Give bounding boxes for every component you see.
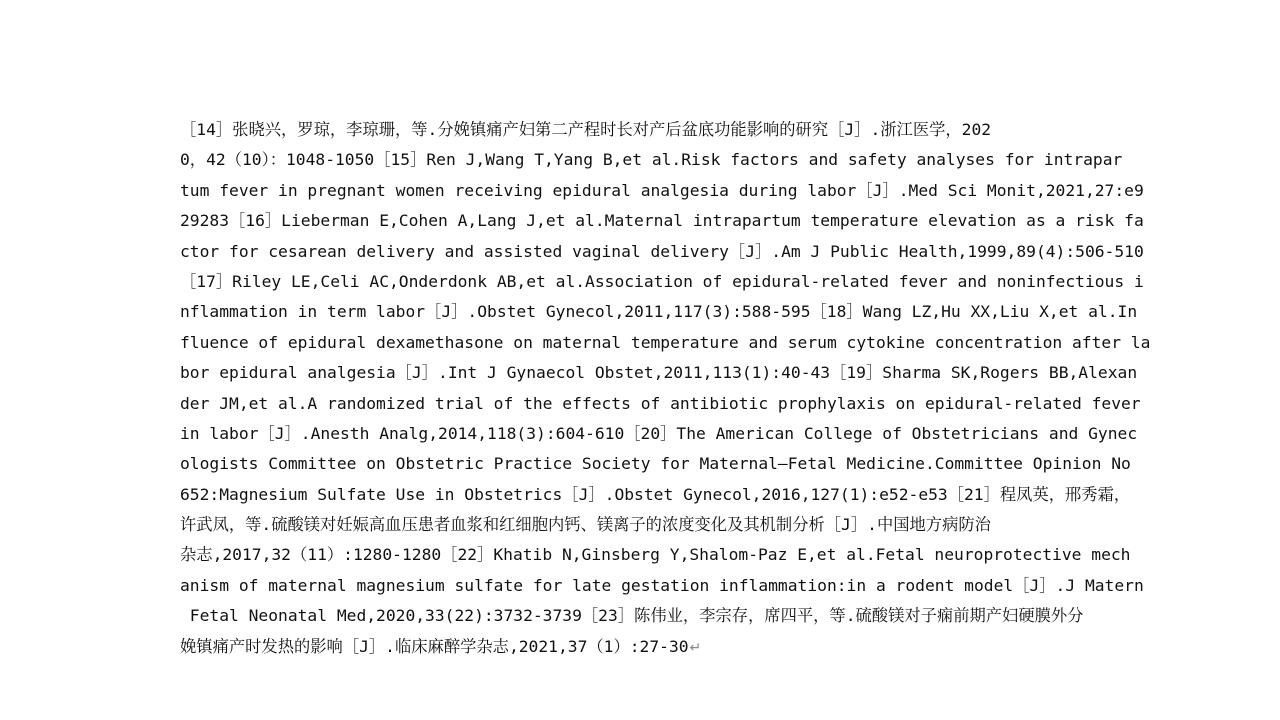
reference-line-12: ologists Committee on Obstetric Practice Society for Maternal–Fetal Medicine.Committee Opinion No <box>180 454 1131 474</box>
reference-line-15: 杂志,2017,32（11）:1280-1280［22］Khatib N,Ginsberg Y,Shalom-Paz E,et al.Fetal neuroprotective mech <box>180 545 1131 565</box>
paragraph-mark-icon: ↵ <box>689 639 702 656</box>
reference-line-9: bor epidural analgesia［J］.Int J Gynaecol Obstet,2011,113(1):40-43［19］Sharma SK,Rogers BB,Alexan <box>180 363 1138 383</box>
reference-line-10: der JM,et al.A randomized trial of the effects of antibiotic prophylaxis on epidural-related fever <box>180 393 1141 413</box>
reference-line-7: nflammation in term labor［J］.Obstet Gynecol,2011,117(3):588-595［18］Wang LZ,Hu XX,Liu X,et al.In <box>180 302 1138 322</box>
reference-line-6: ［17］Riley LE,Celi AC,Onderdonk AB,et al.Association of epidural-related fever and noninfectious i <box>180 271 1144 291</box>
reference-line-1: ［14］张晓兴，罗琼，李琼珊，等.分娩镇痛产妇第二产程时长对产后盆底功能影响的研究［J］.浙江医学，202 <box>180 120 992 139</box>
reference-line-17: Fetal Neonatal Med,2020,33(22):3732-3739［23］陈伟业，李宗存，席四平，等.硫酸镁对子痫前期产妇硬膜外分 <box>180 606 1084 626</box>
reference-line-2: 0，42（10）：1048-1050［15］Ren J,Wang T,Yang B,et al.Risk factors and safety analyses for intrapar <box>180 150 1123 170</box>
reference-line-8: fluence of epidural dexamethasone on maternal temperature and serum cytokine concentration after la <box>180 332 1151 352</box>
reference-list-paragraph[interactable] <box>180 115 1192 662</box>
reference-line-18 <box>180 632 1192 662</box>
reference-line-13: 652:Magnesium Sulfate Use in Obstetrics［J］.Obstet Gynecol,2016,127(1):e52-e53［21］程凤英，邢秀霜， <box>180 484 1131 504</box>
reference-line-5: ctor for cesarean delivery and assisted vaginal delivery［J］.Am J Public Health,1999,89(4):506-510 <box>180 241 1144 261</box>
reference-line-11: in labor［J］.Anesth Analg,2014,118(3):604-610［20］The American College of Obstetricians and Gynec <box>180 423 1138 443</box>
reference-line-4: 29283［16］Lieberman E,Cohen A,Lang J,et al.Maternal intrapartum temperature elevation as a risk fa <box>180 211 1144 231</box>
reference-line-16: anism of maternal magnesium sulfate for late gestation inflammation:in a rodent model［J］.J Matern <box>180 575 1144 595</box>
reference-line-18-text: 娩镇痛产时发热的影响［J］.临床麻醉学杂志,2021,37（1）:27-30 <box>180 636 689 656</box>
reference-line-3: tum fever in pregnant women receiving epidural analgesia during labor［J］.Med Sci Monit,2021,27:e9 <box>180 180 1144 200</box>
reference-line-14: 许武凤，等.硫酸镁对妊娠高血压患者血浆和红细胞内钙、镁离子的浓度变化及其机制分析［J］.中国地方病防治 <box>180 515 991 535</box>
